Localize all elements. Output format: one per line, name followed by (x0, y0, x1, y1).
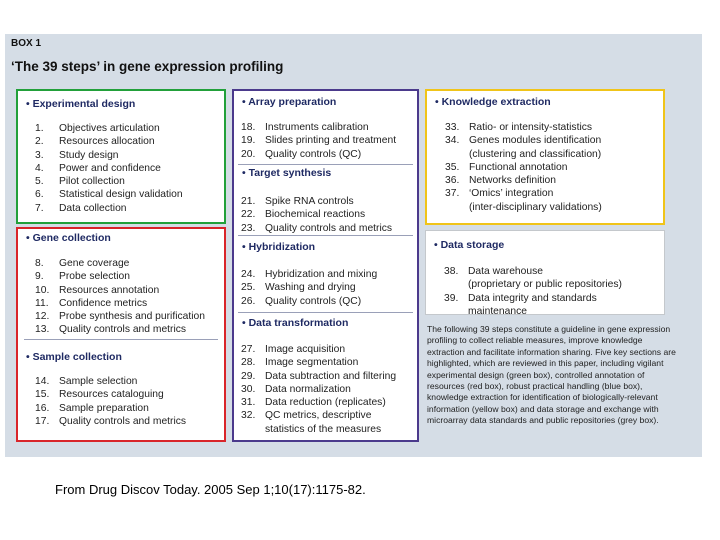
item-text: Power and confidence (59, 162, 161, 174)
knowledge-extraction-list (445, 121, 602, 214)
list-item (35, 388, 186, 401)
list-item (241, 409, 396, 422)
item-text: Gene coverage (59, 258, 130, 269)
item-text: Functional annotation (469, 161, 568, 173)
item-text: Statistical design validation (59, 189, 183, 201)
red-panel-divider (24, 339, 218, 340)
list-item (445, 121, 602, 134)
item-text: Confidence metrics (59, 297, 148, 309)
item-text: Quality controls (QC) (265, 295, 362, 307)
data-transformation-title: • Data transformation (242, 317, 349, 329)
item-number: 38. (444, 266, 459, 277)
item-text: Slides printing and treatment (265, 135, 397, 147)
item-number (444, 305, 468, 318)
item-text: Data subtraction and filtering (265, 370, 397, 382)
item-text: Instruments calibration (265, 122, 369, 133)
data-storage-panel (425, 230, 665, 315)
source-caption: From Drug Discov Today. 2005 Sep 1;10(17):1175-82. (55, 482, 366, 497)
target-synthesis-title: • Target synthesis (242, 167, 332, 179)
list-item (241, 343, 396, 356)
item-text: Probe selection (59, 271, 130, 283)
gene-collection-list (35, 257, 205, 337)
item-number: 1. (35, 123, 44, 134)
item-number: 25. (241, 282, 256, 294)
list-item (35, 323, 205, 336)
list-item (35, 149, 183, 162)
list-item (35, 415, 186, 428)
box-title: ‘The 39 steps’ in gene expression profiling (11, 59, 284, 74)
list-item (241, 208, 392, 221)
item-text: Quality controls and metrics (265, 222, 393, 234)
list-item (241, 295, 377, 308)
item-text: Probe synthesis and purification (59, 311, 205, 323)
item-text: Resources cataloguing (59, 389, 164, 401)
item-number: 21. (241, 196, 256, 207)
list-item (35, 310, 205, 323)
item-number: 22. (241, 209, 256, 221)
list-item (35, 270, 205, 283)
sample-collection-list (35, 375, 186, 428)
box-description: The following 39 steps constitute a guideline in gene expression profiling to collect reliable measures, improve knowledge extraction and facilitate information sharing. Five key sections are highlighted, which are reviewed in this paper, including vigilant experimental design (green box), controlled annotation of resources (red box), robust practical handling (blue box), knowledge extraction for identification of biologically-relevant information (yellow box) and data storage and exchange with microarray data standards and public repositories (grey box). (427, 324, 676, 426)
item-number: 30. (241, 383, 256, 395)
item-number: 7. (35, 202, 44, 214)
item-number: 24. (241, 269, 256, 280)
list-item (241, 134, 396, 147)
item-text: Hybridization and mixing (265, 269, 378, 280)
blue-divider-1 (238, 164, 413, 165)
item-text: Ratio- or intensity-statistics (469, 122, 593, 133)
item-number: 35. (445, 161, 460, 173)
item-number: 3. (35, 149, 44, 161)
item-text: Data normalization (265, 383, 351, 395)
list-item (241, 195, 392, 208)
item-text: Biochemical reactions (265, 209, 366, 221)
list-item (241, 121, 396, 134)
item-number: 33. (445, 122, 460, 133)
item-number: 12. (35, 311, 50, 323)
data-storage-title: • Data storage (434, 239, 505, 251)
hybridization-list (241, 268, 377, 308)
item-text: Quality controls and metrics (59, 324, 187, 336)
list-item (444, 265, 622, 278)
item-text: (proprietary or public repositories) (468, 279, 622, 291)
blue-divider-2 (238, 235, 413, 236)
item-number: 17. (35, 415, 50, 427)
item-text: Spike RNA controls (265, 196, 354, 207)
list-item (445, 174, 602, 187)
item-number: 34. (445, 135, 460, 147)
item-text: Data reduction (replicates) (265, 397, 386, 409)
list-item (445, 161, 602, 174)
item-text: Image acquisition (265, 344, 346, 355)
item-text: Study design (59, 149, 119, 161)
list-item (241, 148, 396, 161)
hybridization-title: • Hybridization (242, 241, 316, 253)
item-text: Data warehouse (468, 266, 543, 277)
item-number: 31. (241, 397, 256, 409)
list-item (241, 356, 396, 369)
item-text: (clustering and classification) (469, 148, 602, 160)
item-number: 36. (445, 175, 460, 187)
item-text: ‘Omics’ integration (469, 188, 554, 200)
list-item (445, 187, 602, 200)
list-item (445, 134, 602, 147)
list-item (35, 188, 183, 201)
list-item (445, 201, 602, 214)
item-number: 10. (35, 284, 50, 296)
list-item (241, 383, 396, 396)
knowledge-extraction-title: • Knowledge extraction (435, 96, 551, 108)
item-text: Sample preparation (59, 402, 149, 414)
item-text: Resources annotation (59, 284, 160, 296)
item-text: Quality controls and metrics (59, 415, 187, 427)
array-preparation-title: • Array preparation (242, 96, 337, 108)
item-number: 19. (241, 135, 256, 147)
item-number (444, 278, 468, 291)
item-number: 16. (35, 402, 50, 414)
item-text: Image segmentation (265, 357, 359, 369)
item-number: 27. (241, 344, 256, 355)
item-number (241, 423, 265, 436)
item-number: 4. (35, 162, 44, 174)
collection-panel (16, 227, 226, 442)
item-text: (inter-disciplinary validations) (469, 201, 602, 213)
item-text: Genes modules identification (469, 135, 602, 147)
list-item (35, 135, 183, 148)
data-transformation-list (241, 343, 396, 436)
list-item (241, 396, 396, 409)
data-storage-list (444, 265, 622, 318)
list-item (241, 281, 377, 294)
gene-collection-title: • Gene collection (26, 232, 111, 244)
item-text: Data integrity and standards (468, 292, 597, 304)
list-item (444, 278, 622, 291)
item-number: 29. (241, 370, 256, 382)
item-number: 2. (35, 136, 44, 148)
handling-panel (232, 89, 419, 442)
list-item (35, 162, 183, 175)
list-item (35, 175, 183, 188)
box-label: BOX 1 (11, 38, 42, 49)
list-item (35, 202, 183, 215)
item-number: 15. (35, 389, 50, 401)
item-text: Washing and drying (265, 282, 356, 294)
item-text: Objectives articulation (59, 123, 160, 134)
item-number: 39. (444, 292, 459, 304)
experimental-design-title: • Experimental design (26, 98, 136, 110)
item-text: QC metrics, descriptive (265, 410, 372, 422)
list-item (35, 375, 186, 388)
item-number: 9. (35, 271, 44, 283)
list-item (35, 402, 186, 415)
list-item (35, 122, 183, 135)
item-number: 37. (445, 188, 460, 200)
item-text: Sample selection (59, 376, 138, 387)
item-number: 20. (241, 148, 256, 160)
list-item (35, 284, 205, 297)
item-number: 18. (241, 122, 256, 133)
list-item (35, 257, 205, 270)
item-text: Resources allocation (59, 136, 155, 148)
item-number: 23. (241, 222, 256, 234)
item-number: 14. (35, 376, 50, 387)
sample-collection-title: • Sample collection (26, 351, 122, 363)
list-item (241, 423, 396, 436)
item-number (445, 148, 469, 161)
item-text: Pilot collection (59, 176, 125, 188)
item-number: 6. (35, 189, 44, 201)
list-item (241, 268, 377, 281)
box-figure (5, 34, 702, 457)
item-text: Data collection (59, 202, 127, 214)
experimental-design-list (35, 122, 183, 215)
list-item (444, 305, 622, 318)
item-number: 11. (35, 297, 49, 309)
experimental-design-panel (16, 89, 226, 224)
item-number: 5. (35, 176, 44, 188)
list-item (445, 148, 602, 161)
array-preparation-list (241, 121, 396, 161)
target-synthesis-list (241, 195, 392, 235)
item-number: 13. (35, 324, 50, 336)
item-text: Quality controls (QC) (265, 148, 362, 160)
knowledge-extraction-panel (425, 89, 665, 225)
list-item (241, 370, 396, 383)
item-number: 8. (35, 258, 44, 269)
item-text: Networks definition (469, 175, 556, 187)
item-text: maintenance (468, 305, 527, 317)
list-item (241, 222, 392, 235)
item-number: 32. (241, 410, 256, 422)
item-number: 26. (241, 295, 256, 307)
item-text: statistics of the measures (265, 423, 382, 435)
item-number (445, 201, 469, 214)
list-item (444, 292, 622, 305)
item-number: 28. (241, 357, 256, 369)
blue-divider-3 (238, 312, 413, 313)
list-item (35, 297, 205, 310)
